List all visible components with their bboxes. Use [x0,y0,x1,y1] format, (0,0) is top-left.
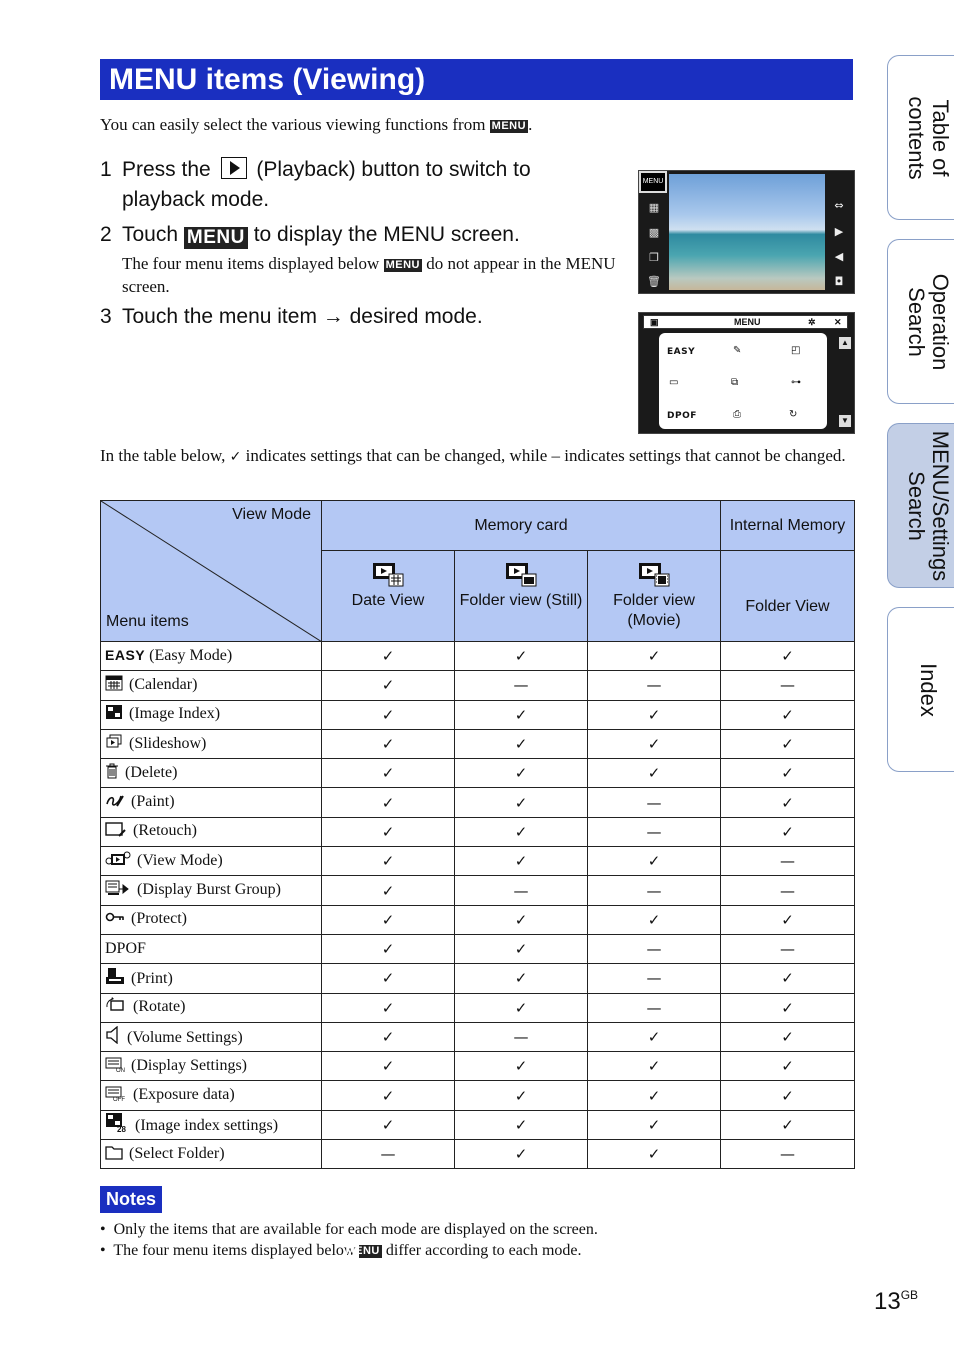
page-number [874,1288,918,1316]
table-cell: ✓ [322,671,455,700]
note-text-pre: The four menu items displayed below [113,1242,356,1259]
folder-icon [105,1144,123,1165]
table-cell: ✓ [721,817,855,846]
table-cell: ✓ [588,729,721,758]
note-text: Only the items that are available for each mode are displayed on the screen. [113,1221,598,1238]
tab-label: Operation Search [903,273,953,370]
table-cell: ✓ [455,817,588,846]
step-number: 3 [100,305,112,328]
table-row [101,788,855,817]
step-number: 2 [100,223,112,246]
row-label-cell [101,817,322,846]
next-icon: ▶ [834,225,844,238]
menu-button: MENU [639,171,667,193]
table-cell: ✓ [455,788,588,817]
menu-items-header: Menu items [106,613,189,630]
table-cell: — [455,671,588,700]
intro-end: . [528,115,533,134]
menu-screen-bar [643,315,848,329]
table-cell: ✓ [455,1110,588,1139]
step-2-note [122,252,622,298]
row-label: (Retouch) [133,822,197,840]
rotate-icon: ↻ [789,409,798,420]
step-2-post: to display the MENU screen. [253,223,520,246]
note-item: • The four menu items displayed below MENU differ according to each mode. [100,1242,582,1259]
row-label: DPOF [105,940,146,958]
table-cell: ✓ [721,993,855,1022]
exposure-data-icon [105,1085,127,1106]
table-intro-pre: In the table below, [100,446,226,465]
step-3 [100,302,592,332]
table-cell: ✓ [455,759,588,788]
table-cell: ✓ [455,934,588,963]
slideshow-icon [105,734,123,755]
menu-screen-image [638,312,855,434]
row-label: (Image index settings) [135,1117,279,1135]
tab-index[interactable] [887,607,954,772]
menu-icon: MENU [345,1245,380,1257]
menu-icon: MENU [184,227,248,249]
table-cell: ✓ [322,993,455,1022]
table-cell: ✓ [455,729,588,758]
menu-panel [659,333,827,429]
internal-memory-header: Internal Memory [721,501,855,551]
burst-group-icon: ⧉ [731,377,739,388]
table-cell: ✓ [721,729,855,758]
step-number: 1 [100,158,112,181]
note-text-post: differ according to each mode. [385,1242,582,1259]
row-label-cell [101,1022,322,1051]
row-label-cell [101,1110,322,1139]
step-2 [100,220,592,250]
intro-text [100,115,532,135]
row-label-cell [101,671,322,700]
row-label-cell [101,1140,322,1169]
table-cell: ✓ [322,1022,455,1051]
print-icon [105,967,125,990]
row-label-cell [101,847,322,876]
table-cell: ✓ [588,1022,721,1051]
table-body [101,642,855,1169]
retouch-icon [105,821,127,842]
table-cell: — [455,1022,588,1051]
table-cell: ✓ [322,847,455,876]
page-number-value: 13 [874,1288,901,1315]
delete-icon [105,763,119,784]
step-2-note-post: do not appear in the MENU screen. [122,254,616,296]
table-row [101,876,855,905]
row-label-cell [101,876,322,905]
table-row [101,1081,855,1110]
table-cell: ✓ [455,700,588,729]
table-cell: ✓ [322,642,455,671]
table-cell: ✓ [322,964,455,993]
date-view-header [322,551,455,642]
step-1-post: (Playback) button to switch to playback mode. [122,158,531,211]
row-label-cell [101,905,322,934]
gear-icon: ✲ [808,317,816,327]
table-row [101,729,855,758]
playback-icon [221,157,247,179]
row-label-cell [101,1052,322,1081]
table-row [101,964,855,993]
row-label: (Calendar) [129,675,198,693]
table-cell: ✓ [588,1140,721,1169]
table-cell: ✓ [721,964,855,993]
table-cell: ✓ [455,847,588,876]
beach-photo [669,174,825,290]
row-label: (Display Settings) [131,1056,247,1074]
retouch-icon: ◰ [791,345,801,356]
table-cell: ✓ [588,1081,721,1110]
row-label: (Volume Settings) [127,1028,243,1046]
row-label: (Delete) [125,763,178,781]
menu-items-table [100,500,855,1169]
page-title: MENU items (Viewing) [100,59,853,100]
table-cell: ✓ [721,1110,855,1139]
step-1 [100,155,592,215]
table-cell: — [721,671,855,700]
table-row [101,1140,855,1169]
table-cell: ✓ [588,700,721,729]
table-cell: — [721,847,855,876]
row-label-cell [101,729,322,758]
note-item: • Only the items that are available for each mode are displayed on the screen. [100,1221,598,1238]
protect-icon: ⊶ [791,377,801,388]
table-row [101,700,855,729]
table-cell: ✓ [322,905,455,934]
table-cell: ✓ [322,1052,455,1081]
tab-menu-settings-search[interactable] [887,423,954,588]
notes-list [100,1219,598,1261]
svg-text:OFF: OFF [113,1097,125,1102]
table-cell: — [588,671,721,700]
step-3-text: Touch the menu item → desired mode. [122,305,483,328]
table-cell: ✓ [721,1081,855,1110]
scroll-up-icon: ▲ [839,337,851,349]
table-cell: ✓ [322,729,455,758]
date-view-icon [372,561,404,587]
corner-header [101,501,322,642]
table-cell: ✓ [455,964,588,993]
row-label-cell [101,1081,322,1110]
tab-table-of-contents[interactable] [887,55,954,220]
row-label-cell [101,788,322,817]
table-row [101,993,855,1022]
table-cell: — [588,964,721,993]
table-row [101,934,855,963]
intro-sentence: You can easily select the various viewing functions from [100,115,486,134]
table-cell: ✓ [721,700,855,729]
image-index-settings-icon [105,1112,129,1137]
column-folder-still: Folder view (Still) [459,592,583,609]
table-cell: ✓ [588,847,721,876]
view-mode-icon [105,851,131,872]
row-label: (Image Index) [129,705,221,723]
column-folder-movie: Folder view (Movie) [613,592,695,629]
table-cell: ✓ [455,642,588,671]
rotate-icon [105,997,127,1018]
row-label: (View Mode) [137,851,223,869]
display-settings-icon [105,1056,125,1077]
paint-icon: ✎ [733,345,742,356]
table-cell: — [721,876,855,905]
table-cell: ✓ [455,1140,588,1169]
step-2-pre: Touch [122,223,179,246]
table-cell: ✓ [588,759,721,788]
toolbox-icon: ▣ [650,317,659,327]
row-label-cell [101,759,322,788]
row-label: (Select Folder) [129,1144,225,1162]
zoom-icon: ⇔ [834,199,844,212]
row-label: (Rotate) [133,998,186,1016]
playback-screen-image [638,170,855,294]
table-cell: — [721,1140,855,1169]
table-cell: ✓ [322,700,455,729]
step-2-note-pre: The four menu items displayed below [122,254,380,273]
table-cell: ✓ [455,993,588,1022]
table-cell: ✓ [455,1081,588,1110]
row-label-cell [101,934,322,963]
column-date-view: Date View [351,592,425,609]
table-row [101,847,855,876]
table-cell: — [588,817,721,846]
table-intro [100,444,855,469]
table-row [101,671,855,700]
table-cell: ✓ [721,1022,855,1051]
row-label: (Exposure data) [133,1086,235,1104]
volume-icon [105,1026,121,1049]
table-cell: ✓ [588,905,721,934]
table-cell: ✓ [588,1110,721,1139]
row-label: (Protect) [131,910,187,928]
table-intro-rest: indicates settings that can be changed, while – indicates settings that cannot be changed. [245,446,846,465]
dpof-label: DPOF [667,411,697,421]
easy-mode-icon: EASY [105,647,146,664]
row-label: (Print) [131,969,173,987]
row-label: (Slideshow) [129,734,207,752]
camera-icon: ◘ [834,275,844,288]
table-cell: — [588,788,721,817]
svg-text:28: 28 [117,1125,126,1133]
table-cell: ✓ [322,817,455,846]
notes-heading: Notes [100,1186,162,1213]
table-row [101,1110,855,1139]
calendar-icon: ▦ [648,201,660,214]
tab-operation-search[interactable] [887,239,954,404]
table-cell: ✓ [721,642,855,671]
row-label-cell [101,642,322,671]
table-cell: — [322,1140,455,1169]
menu-screen-label: MENU [734,317,761,327]
table-cell: ✓ [721,759,855,788]
table-cell: — [721,934,855,963]
table-cell: ✓ [588,1052,721,1081]
column-folder-view: Folder View [721,551,855,642]
folder-view-movie-icon [638,561,670,587]
table-cell: — [588,993,721,1022]
folder-still-header [455,551,588,642]
page-suffix: GB [900,1288,919,1302]
scroll-down-icon: ▼ [839,415,851,427]
menu-icon: MENU [385,259,420,271]
slideshow-icon: ❐ [649,251,659,264]
row-label: (Display Burst Group) [137,881,281,899]
image-index-icon [105,704,123,725]
table-row [101,642,855,671]
svg-text:ON: ON [116,1067,125,1072]
table-cell: ✓ [721,1052,855,1081]
folder-movie-header [588,551,721,642]
protect-icon [105,909,125,930]
table-cell: ✓ [721,905,855,934]
row-label-cell [101,964,322,993]
paint-icon [105,792,125,813]
tab-label: Table of contents [903,95,953,180]
delete-icon: 🗑 [647,275,661,288]
table-row [101,1022,855,1051]
calendar-icon [105,675,123,696]
table-cell: ✓ [322,788,455,817]
table-row [101,905,855,934]
row-label-cell [101,700,322,729]
menu-icon: MENU [491,120,527,132]
table-cell: ✓ [322,759,455,788]
table-cell: — [588,934,721,963]
table-cell: — [455,876,588,905]
print-icon: ⎙ [733,409,741,420]
tab-label: MENU/Settings Search [903,430,953,581]
image-index-icon: ▩ [648,226,660,239]
table-cell: ✓ [322,934,455,963]
step-1-pre: Press the [122,158,211,181]
table-cell: ✓ [322,876,455,905]
table-cell: — [588,876,721,905]
table-cell: ✓ [721,788,855,817]
table-row [101,759,855,788]
row-label: (Paint) [131,793,175,811]
tab-label: Index [915,662,941,717]
table-cell: ✓ [455,905,588,934]
row-label-cell [101,993,322,1022]
previous-icon: ◀ [834,250,844,263]
close-icon: ✕ [834,317,842,327]
view-mode-header: View Mode [232,506,311,523]
memory-card-header: Memory card [322,501,721,551]
row-label: (Easy Mode) [149,647,233,665]
table-cell: ✓ [455,1052,588,1081]
table-cell: ✓ [322,1110,455,1139]
table-cell: ✓ [322,1081,455,1110]
checkmark-icon: ✓ [229,449,242,465]
burst-group-icon [105,880,131,901]
table-row [101,1052,855,1081]
folder-view-still-icon [505,561,537,587]
view-mode-icon: ▭ [669,377,679,388]
table-row [101,817,855,846]
table-cell: ✓ [588,642,721,671]
easy-mode-label: EASY [667,347,696,357]
